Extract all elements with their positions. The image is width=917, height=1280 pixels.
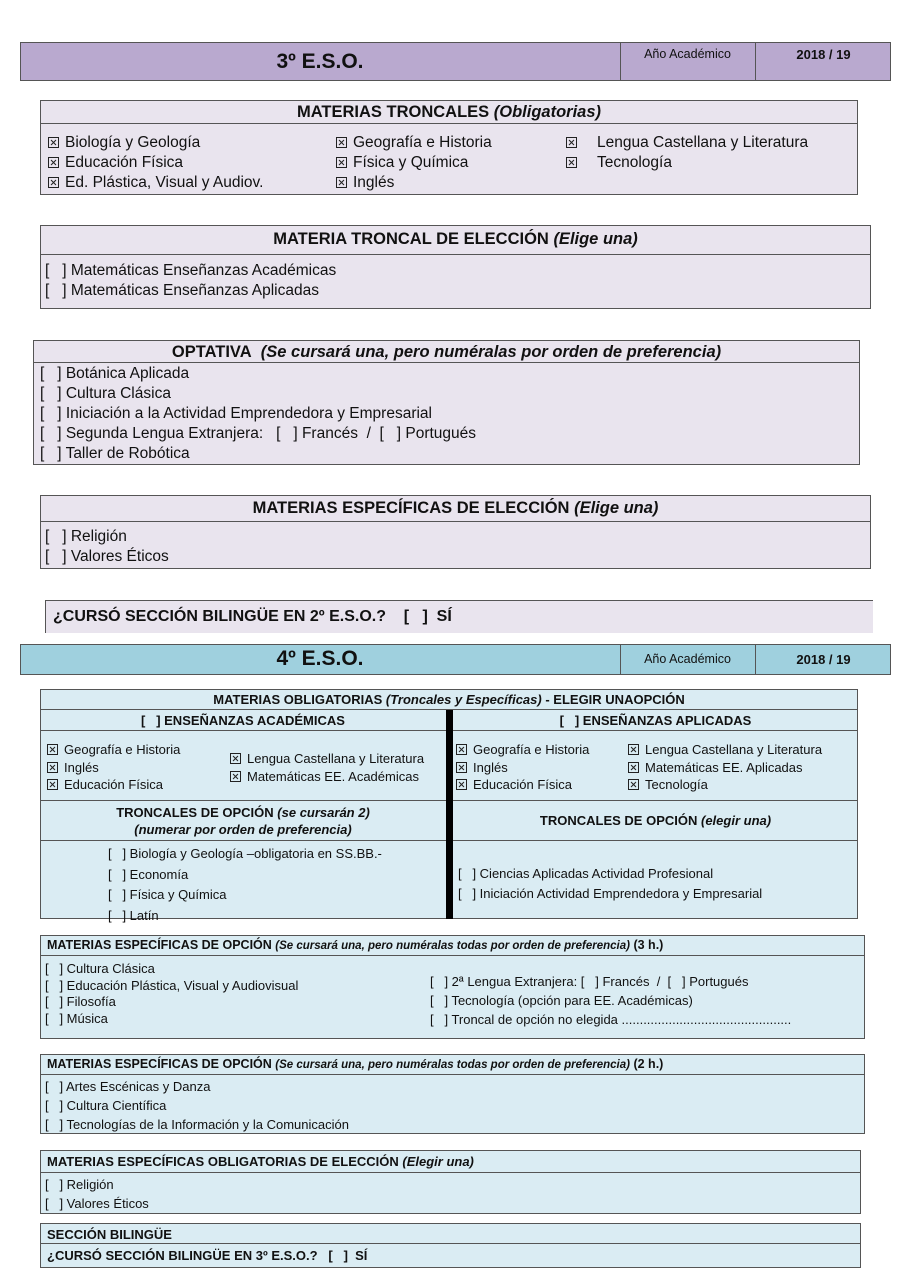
- academicas-opcion-title: TRONCALES DE OPCIÓN (se cursarán 2) (numerar por orden de preferencia): [116, 805, 370, 837]
- divider: [40, 1074, 865, 1075]
- eso3-year-value: 2018 / 19: [796, 47, 851, 62]
- eso3-title: 3º E.S.O.: [276, 50, 364, 73]
- checked-box-icon: [336, 157, 347, 168]
- academicas-option[interactable]: [ ] ENSEÑANZAS ACADÉMICAS: [141, 713, 345, 728]
- checked-box-icon: [47, 779, 58, 790]
- aplicadas-col2: [628, 741, 822, 794]
- subject-item: Inglés: [47, 759, 180, 777]
- aplicadas-col1: [456, 741, 589, 794]
- troncales-col3: [566, 133, 808, 173]
- eso4-year-value: 2018 / 19: [796, 652, 851, 667]
- especifica-item[interactable]: [ ] Música: [45, 1010, 108, 1026]
- troncal-item[interactable]: Tecnología: [566, 153, 808, 173]
- checked-box-icon: [47, 744, 58, 755]
- opcion-item[interactable]: [ ] Ciencias Aplicadas Actividad Profesional: [458, 866, 714, 881]
- academicas-opcion-list: [108, 844, 382, 926]
- troncales-col2: [336, 133, 492, 193]
- troncal-item[interactable]: Lengua Castellana y Literatura: [566, 133, 808, 153]
- subject-item: Geografía e Historia: [47, 741, 180, 759]
- checked-box-icon: [230, 753, 241, 764]
- optativa-item-lengua[interactable]: [ ] Segunda Lengua Extranjera: [ ] Francés / [ ] Portugués: [40, 425, 477, 442]
- eso4-title: 4º E.S.O.: [276, 647, 364, 670]
- especificas3h-right: [430, 972, 791, 1029]
- subject-item: Lengua Castellana y Literatura: [628, 741, 822, 759]
- especificas2h-list: [45, 1077, 349, 1134]
- especifica-item[interactable]: [ ] Religión: [45, 528, 127, 545]
- divider: [40, 1172, 861, 1173]
- opcion-item[interactable]: [ ] Biología y Geología –obligatoria en SS.BB.-: [108, 846, 382, 861]
- optativa-item[interactable]: [ ] Botánica Aplicada: [40, 365, 190, 382]
- aplicadas-opcion-list: [458, 864, 762, 904]
- subject-item: Lengua Castellana y Literatura: [230, 750, 424, 768]
- divider: [40, 955, 865, 956]
- divider: [40, 1243, 861, 1244]
- checked-box-icon: [47, 762, 58, 773]
- optativa-title-divider: [33, 362, 860, 363]
- troncal-item[interactable]: Biología y Geología: [48, 133, 263, 153]
- opcion-item[interactable]: [ ] Economía: [108, 866, 189, 882]
- troncal-item[interactable]: Física y Química: [336, 153, 492, 173]
- obligatorias-eleccion-title: MATERIAS ESPECÍFICAS OBLIGATORIAS DE ELECCIÓN (Elegir una): [47, 1154, 474, 1169]
- especifica-item[interactable]: [ ] Artes Escénicas y Danza: [45, 1079, 211, 1094]
- aplicadas-opcion-title: TRONCALES DE OPCIÓN (elegir una): [539, 813, 772, 828]
- troncal-item[interactable]: Educación Física: [48, 153, 263, 173]
- academicas-col2: [230, 750, 424, 785]
- obligatorias-eleccion-list: [45, 1175, 149, 1213]
- subject-item: Matemáticas EE. Aplicadas: [628, 759, 822, 777]
- troncales-col1: [48, 133, 263, 193]
- especifica-item[interactable]: [ ] Troncal de opción no elegida ...............................................: [430, 1012, 792, 1027]
- troncal-eleccion-item[interactable]: [ ] Matemáticas Enseñanzas Aplicadas: [45, 282, 319, 299]
- column-separator: [446, 710, 453, 919]
- optativa-title: OPTATIVA (Se cursará una, pero numéralas por orden de preferencia): [171, 343, 722, 361]
- eleccion-item[interactable]: [ ] Valores Éticos: [45, 1196, 149, 1211]
- especifica-item[interactable]: [ ] Cultura Clásica: [45, 961, 155, 976]
- especifica-item-lengua[interactable]: [ ] 2ª Lengua Extranjera: [ ] Francés / [ ] Portugués: [430, 974, 749, 989]
- checked-box-icon: [336, 177, 347, 188]
- especificas3-list: [45, 527, 169, 567]
- checked-box-icon: [566, 157, 577, 168]
- especificas2h-title: MATERIAS ESPECÍFICAS DE OPCIÓN (Se cursará una, pero numéralas todas por orden de preferencia) (2 h.): [47, 1057, 664, 1071]
- especificas3-title-divider: [40, 521, 871, 522]
- opcion-item[interactable]: [ ] Latín: [108, 907, 159, 923]
- obligatorias-title: MATERIAS OBLIGATORIAS (Troncales y Específicas) - ELEGIR UNAOPCIÓN: [213, 692, 685, 707]
- especifica-item[interactable]: [ ] Educación Plástica, Visual y Audiovisual: [45, 977, 299, 993]
- checked-box-icon: [628, 762, 639, 773]
- checked-box-icon: [48, 157, 59, 168]
- troncal-item[interactable]: Geografía e Historia: [336, 133, 492, 153]
- aplicadas-option[interactable]: [ ] ENSEÑANZAS APLICADAS: [559, 713, 752, 728]
- checked-box-icon: [456, 744, 467, 755]
- eleccion-item[interactable]: [ ] Religión: [45, 1177, 114, 1192]
- optativa-item[interactable]: [ ] Iniciación a la Actividad Emprendedora y Empresarial: [40, 405, 433, 422]
- troncal-eleccion-list: [45, 261, 336, 301]
- checked-box-icon: [48, 177, 59, 188]
- bilingue2-row[interactable]: ¿CURSÓ SECCIÓN BILINGÜE EN 2º E.S.O.? [ ] SÍ: [53, 608, 452, 625]
- optativa-list: [40, 364, 476, 464]
- academicas-col1: [47, 741, 180, 794]
- especifica-item[interactable]: [ ] Valores Éticos: [45, 548, 169, 565]
- subject-item: Educación Física: [47, 776, 180, 794]
- subject-item: Inglés: [456, 759, 589, 777]
- eso4-year-label: Año Académico: [644, 652, 731, 666]
- subject-item: Matemáticas EE. Académicas: [230, 768, 424, 786]
- optativa-item[interactable]: [ ] Taller de Robótica: [40, 445, 190, 462]
- troncal-item[interactable]: Ed. Plástica, Visual y Audiov.: [48, 173, 263, 193]
- opcion-item[interactable]: [ ] Iniciación Actividad Emprendedora y Empresarial: [458, 886, 763, 901]
- checked-box-icon: [628, 779, 639, 790]
- bilingue3-row[interactable]: ¿CURSÓ SECCIÓN BILINGÜE EN 3º E.S.O.? [ ] SÍ: [47, 1248, 368, 1263]
- especifica-item[interactable]: [ ] Tecnologías de la Información y la Comunicación: [45, 1117, 349, 1132]
- especifica-item[interactable]: [ ] Tecnología (opción para EE. Académicas): [430, 993, 693, 1008]
- especificas3h-left: [45, 961, 298, 1027]
- troncales-title-divider: [40, 123, 858, 124]
- especificas3h-title: MATERIAS ESPECÍFICAS DE OPCIÓN (Se cursará una, pero numéralas todas por orden de preferencia) (3 h.): [47, 938, 664, 952]
- checked-box-icon: [456, 762, 467, 773]
- checked-box-icon: [456, 779, 467, 790]
- checked-box-icon: [230, 771, 241, 782]
- subject-item: Educación Física: [456, 776, 589, 794]
- troncal-item[interactable]: Inglés: [336, 173, 492, 193]
- subject-item: Geografía e Historia: [456, 741, 589, 759]
- opcion-item[interactable]: [ ] Física y Química: [108, 887, 227, 902]
- checked-box-icon: [48, 137, 59, 148]
- eso3-year-label: Año Académico: [644, 47, 731, 61]
- subject-item: Tecnología: [628, 776, 822, 794]
- especifica-item[interactable]: [ ] Filosofía: [45, 994, 116, 1009]
- troncal-eleccion-title: MATERIA TRONCAL DE ELECCIÓN (Elige una): [273, 230, 638, 248]
- troncales-title: MATERIAS TRONCALES (Obligatorias): [296, 103, 602, 121]
- checked-box-icon: [336, 137, 347, 148]
- especificas3-title: MATERIAS ESPECÍFICAS DE ELECCIÓN (Elige una): [252, 499, 659, 517]
- checked-box-icon: [566, 137, 577, 148]
- checked-box-icon: [628, 744, 639, 755]
- troncal-eleccion-title-divider: [40, 254, 871, 255]
- especifica-item[interactable]: [ ] Cultura Científica: [45, 1098, 167, 1113]
- optativa-item[interactable]: [ ] Cultura Clásica: [40, 385, 171, 402]
- troncal-eleccion-item[interactable]: [ ] Matemáticas Enseñanzas Académicas: [45, 262, 337, 279]
- bilingue3-title: SECCIÓN BILINGÜE: [47, 1227, 172, 1242]
